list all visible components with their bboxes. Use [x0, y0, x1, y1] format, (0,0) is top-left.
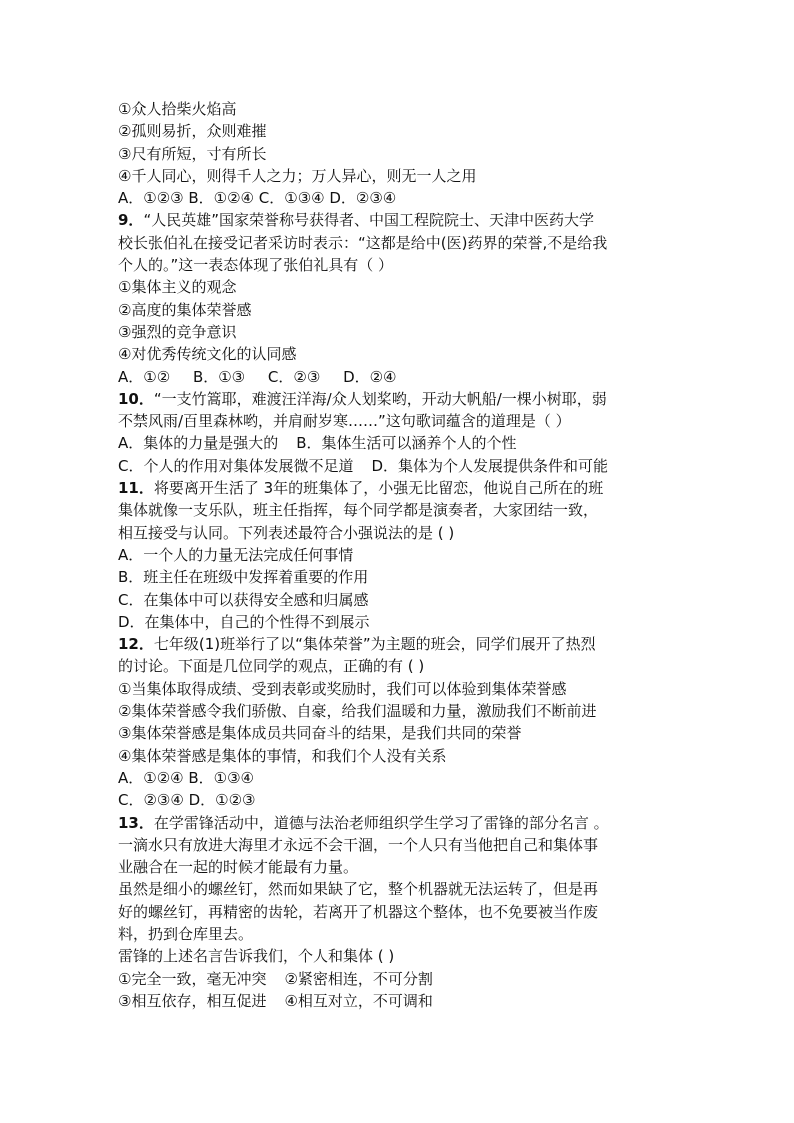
- q10-stem-text-1: “一支竹篙耶，难渡汪洋海/众人划桨哟，开动大帆船/一棵小树耶，弱: [153, 389, 607, 408]
- q12-number: 12．: [118, 635, 154, 654]
- q13-stem-line-1: [118, 812, 688, 834]
- q11-number: 11．: [118, 479, 154, 498]
- q13-options-row-2: [118, 990, 688, 1012]
- q9-item-2: ②高度的集体荣誉感: [118, 300, 252, 319]
- q8-item-1: ①众人拾柴火焰高: [118, 100, 237, 118]
- q13-options-row-1: [118, 968, 688, 990]
- q10-options-row-2: [118, 455, 688, 477]
- q12-stem-text-1: 七年级(1)班举行了以“集体荣誉”为主题的班会，同学们展开了热烈: [153, 635, 596, 654]
- q13-stem-line-2: 一滴水只有放进大海里才永远不会干涸，一个人只有当他把自己和集体事: [118, 835, 599, 854]
- q9-number: 9．: [118, 211, 144, 230]
- q13-stem-line-3: 业融合在一起的时候才能最有力量。: [118, 858, 359, 877]
- q11-stem-line-1: [118, 477, 688, 499]
- q12-stem-line-1: [118, 633, 688, 655]
- q9-stem-line-3: 个人的。”这一表态体现了张伯礼具有（ ）: [118, 256, 394, 275]
- q10-stem-line-2: 不禁风雨/百里森林哟，并肩耐岁寒……”这句歌词蕴含的道理是（ ）: [118, 412, 571, 431]
- q10-options-row-1: [118, 432, 688, 454]
- q8-options: A．①②③ B．①②④ C．①③④ D．②③④: [118, 189, 397, 208]
- q11-stem-line-2: 集体就像一支乐队，班主任指挥，每个同学都是演奏者，大家团结一致，: [118, 501, 599, 520]
- q13-stem-text-1: 在学雷锋活动中，道德与法治老师组织学生学习了雷锋的部分名言 。: [153, 813, 609, 832]
- q10-option-c: C．个人的作用对集体发展微不足道: [118, 456, 354, 475]
- q9-stem-line-2: 校长张伯礼在接受记者采访时表示：“这都是给中(医)药界的荣誉,不是给我: [118, 233, 608, 252]
- q12-options-row-2: C．②③④ D．①②③: [118, 791, 256, 810]
- q10-number: 10．: [118, 389, 154, 408]
- q12-item-4: ④集体荣誉感是集体的事情，和我们个人没有关系: [118, 746, 447, 765]
- q9-option-c: C．②③: [267, 367, 321, 386]
- q12-options-row-1: A．①②④ B．①③④: [118, 768, 255, 787]
- q11-option-c: C．在集体中可以获得安全感和归属感: [118, 590, 369, 609]
- q12-stem-line-2: 的讨论。下面是几位同学的观点，正确的有 ( ): [118, 657, 425, 676]
- q9-options: [118, 366, 688, 388]
- q9-item-1: ①集体主义的观念: [118, 278, 237, 297]
- q8-item-4: ④千人同心，则得千人之力；万人异心，则无一人之用: [118, 166, 477, 185]
- q9-option-a: A．①②: [118, 367, 171, 386]
- q10-stem-line-1: [118, 388, 688, 410]
- q10-option-b: B．集体生活可以涵养个人的个性: [296, 434, 517, 453]
- q13-option-1: ①完全一致，毫无冲突: [118, 969, 267, 988]
- q13-number: 13．: [118, 813, 154, 832]
- q9-item-4: ④对优秀传统文化的认同感: [118, 345, 297, 364]
- q11-option-a: A．一个人的力量无法完成任何事情: [118, 545, 354, 564]
- q8-item-2: ②孤则易折，众则难摧: [118, 122, 267, 141]
- q9-stem-line-1: [118, 209, 688, 231]
- q9-option-d: D．②④: [343, 367, 397, 386]
- q9-item-3: ③强烈的竞争意识: [118, 322, 237, 341]
- q13-stem-line-7: 雷锋的上述名言告诉我们，个人和集体 ( ): [118, 947, 395, 966]
- q13-option-4: ④相互对立，不可调和: [284, 991, 433, 1010]
- q13-stem-line-4: 虽然是细小的螺丝钉，然而如果缺了它，整个机器就无法运转了，但是再: [118, 880, 599, 899]
- q13-option-3: ③相互依存，相互促进: [118, 991, 267, 1010]
- q13-stem-line-5: 好的螺丝钉，再精密的齿轮，若离开了机器这个整体，也不免要被当作废: [118, 902, 599, 921]
- q13-stem-line-6: 料，扔到仓库里去。: [118, 924, 254, 943]
- q12-item-3: ③集体荣誉感是集体成员共同奋斗的结果，是我们共同的荣誉: [118, 724, 522, 743]
- question-content: [118, 98, 688, 1012]
- q9-stem-text-1: “人民英雄”国家荣誉称号获得者、中国工程院院士、天津中医药大学: [143, 211, 594, 230]
- q13-option-2: ②紧密相连，不可分割: [284, 969, 433, 988]
- q11-option-d: D．在集体中，自己的个性得不到展示: [118, 612, 370, 631]
- q8-item-3: ③尺有所短，寸有所长: [118, 144, 267, 163]
- q11-stem-text-1: 将要离开生活了 3年的班集体了，小强无比留恋，他说自己所在的班: [153, 479, 604, 498]
- q10-option-d: D．集体为个人发展提供条件和可能: [371, 456, 609, 475]
- q12-item-1: ①当集体取得成绩、受到表彰或奖励时，我们可以体验到集体荣誉感: [118, 679, 567, 698]
- q9-option-b: B．①③: [192, 367, 246, 386]
- q11-option-b: B．班主任在班级中发挥着重要的作用: [118, 568, 369, 587]
- q10-option-a: A．集体的力量是强大的: [118, 434, 279, 453]
- q12-item-2: ②集体荣誉感令我们骄傲、自豪，给我们温暖和力量，激励我们不断前进: [118, 702, 597, 721]
- q11-stem-line-3: 相互接受与认同。下列表述最符合小强说法的是 ( ): [118, 523, 455, 542]
